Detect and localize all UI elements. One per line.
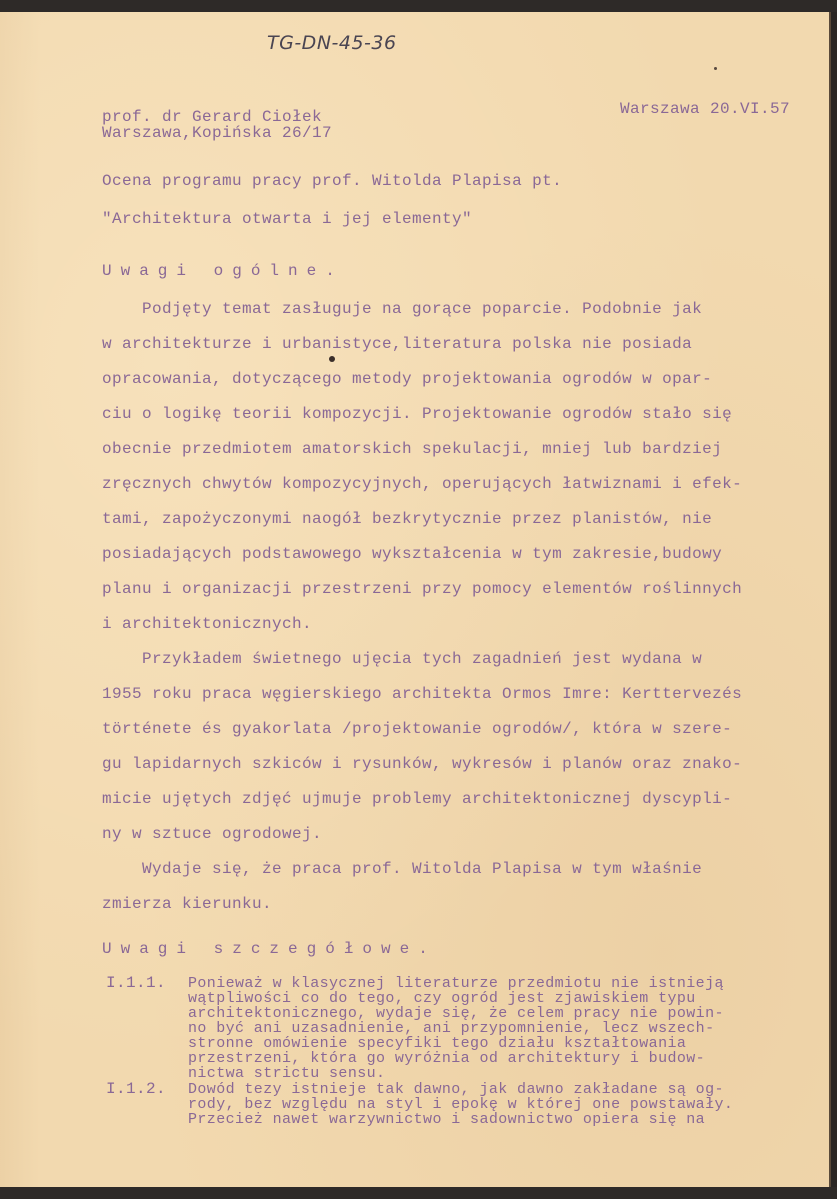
general-line: gu lapidarnych szkiców i rysunków, wykresów i planów oraz znako-: [102, 755, 743, 773]
item-line: przestrzeni, która go wyróżnia od architektury i budow-: [188, 1050, 706, 1067]
place-date: Warszawa 20.VI.57: [620, 100, 791, 118]
item-line: Ponieważ w klasycznej literaturze przedmiotu nie istnieją: [188, 975, 724, 992]
general-line: ciu o logikę teorii kompozycji. Projektowanie ogrodów stało się: [102, 405, 733, 423]
general-line: Przykładem świetnego ujęcia tych zagadnień jest wydana w: [102, 650, 703, 668]
section-heading-detailed: Uwagi szczegółowe.: [102, 940, 437, 958]
general-line: obecnie przedmiotem amatorskich spekulacji, mniej lub bardziej: [102, 440, 723, 458]
general-line: Podjęty temat zasługuje na gorące poparcie. Podobnie jak: [102, 300, 703, 318]
general-line: tami, zapożyczonymi naogół bezkrytycznie przez planistów, nie: [102, 510, 713, 528]
item-line: no być ani uzasadnienie, ani przypomnienie, lecz wszech-: [188, 1020, 715, 1037]
general-line: i architektonicznych.: [102, 615, 313, 633]
item-number: I.1.1.: [106, 974, 167, 992]
general-line: Wydaje się, że praca prof. Witolda Plapisa w tym właśnie: [102, 860, 703, 878]
general-line: zręcznych chwytów kompozycyjnych, operujących łatwiznami i efek-: [102, 475, 743, 493]
item-line: wątpliwości co do tego, czy ogród jest zjawiskiem typu: [188, 990, 696, 1007]
document-title-line-2: "Architektura otwarta i jej elementy": [102, 210, 473, 228]
general-line: története és gyakorlata /projektowanie ogrodów/, która w szere-: [102, 720, 733, 738]
sender-address: Warszawa,Kopińska 26/17: [102, 124, 333, 142]
general-line: opracowania, dotyczącego metody projektowania ogrodów w opar-: [102, 370, 713, 388]
scan-border-top: [0, 0, 837, 12]
ink-blot: [329, 356, 335, 362]
general-line: 1955 roku praca węgierskiego architekta Ormos Imre: Kerttervezés: [102, 685, 743, 703]
item-line: rody, bez względu na styl i epokę w której one powstawały.: [188, 1096, 734, 1113]
general-line: w architekturze i urbanistyce,literatura polska nie posiada: [102, 335, 693, 353]
general-line: ny w sztuce ogrodowej.: [102, 825, 323, 843]
sender-name: prof. dr Gerard Ciołek: [102, 108, 323, 126]
paper-spot: [714, 67, 717, 70]
item-line: architektonicznego, wydaje się, że celem pracy nie powin-: [188, 1005, 724, 1022]
item-line: Dowód tezy istnieje tak dawno, jak dawno zakładane są og-: [188, 1081, 724, 1098]
document-title-line-1: Ocena programu pracy prof. Witolda Plapisa pt.: [102, 172, 563, 190]
item-line: nictwa strictu sensu.: [188, 1065, 386, 1082]
document-page: [0, 12, 831, 1187]
item-number: I.1.2.: [106, 1080, 167, 1098]
general-line: posiadających podstawowego wykształcenia w tym zakresie,budowy: [102, 545, 723, 563]
general-line: planu i organizacji przestrzeni przy pomocy elementów roślinnych: [102, 580, 743, 598]
item-line: Przecież nawet warzywnictwo i sadownictwo opiera się na: [188, 1111, 706, 1128]
archive-signature: TG-DN-45-36: [267, 32, 397, 54]
item-line: stronne omówienie specyfiki tego działu kształtowania: [188, 1035, 687, 1052]
general-line: micie ujętych zdjęć ujmuje problemy architektonicznej dyscypli-: [102, 790, 733, 808]
scan-border-bottom: [0, 1187, 837, 1199]
general-line: zmierza kierunku.: [102, 895, 273, 913]
section-heading-general: Uwagi ogólne.: [102, 262, 344, 280]
